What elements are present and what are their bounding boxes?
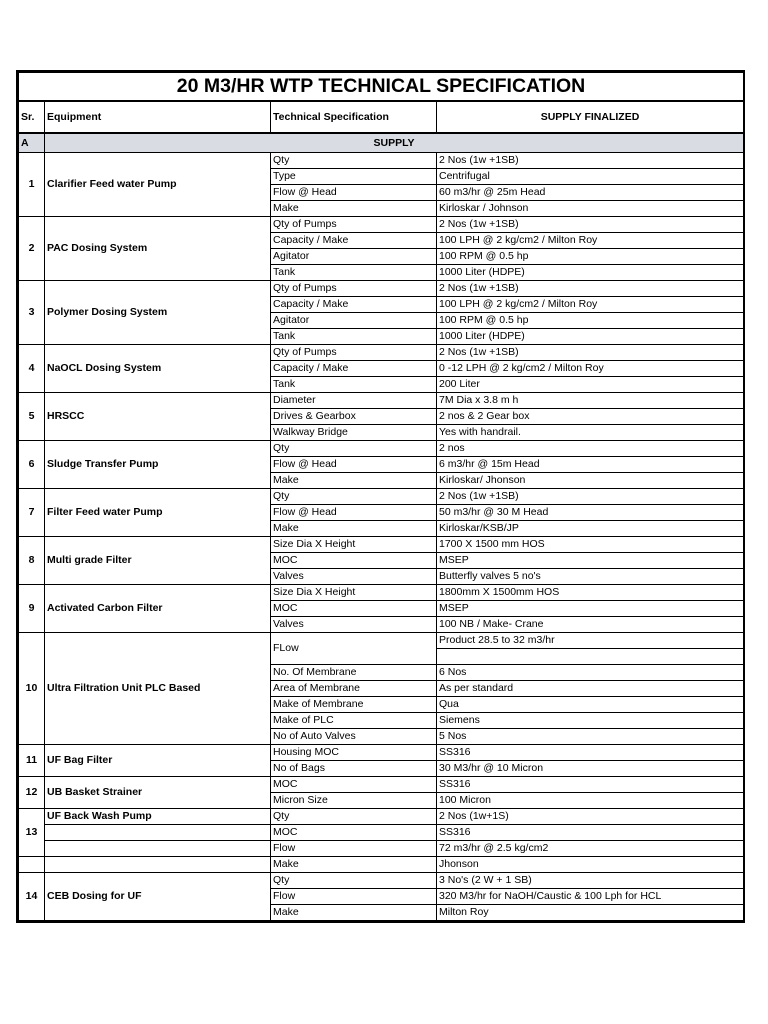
- serial-number: 6: [19, 441, 45, 489]
- spec-parameter: Make of Membrane: [271, 697, 437, 713]
- spec-value: Butterfly valves 5 no's: [437, 569, 744, 585]
- spec-row: [19, 217, 744, 233]
- spec-row: [19, 745, 744, 761]
- spec-value: 6 m3/hr @ 15m Head: [437, 457, 744, 473]
- spec-parameter: FLow: [271, 633, 437, 665]
- spec-value: 100 LPH @ 2 kg/cm2 / Milton Roy: [437, 297, 744, 313]
- equipment-name: Multi grade Filter: [45, 537, 271, 585]
- spec-value: Yes with handrail.: [437, 425, 744, 441]
- equipment-name: NaOCL Dosing System: [45, 345, 271, 393]
- page-title: 20 M3/HR WTP TECHNICAL SPECIFICATION: [19, 73, 744, 102]
- spec-parameter: Capacity / Make: [271, 361, 437, 377]
- equipment-name: UF Bag Filter: [45, 745, 271, 777]
- spec-row: [19, 809, 744, 825]
- spec-parameter: Area of Membrane: [271, 681, 437, 697]
- serial-number: 14: [19, 873, 45, 921]
- header-row: [19, 101, 744, 133]
- serial-number: 5: [19, 393, 45, 441]
- header-supply: SUPPLY FINALIZED: [437, 101, 744, 133]
- spec-value: SS316: [437, 825, 744, 841]
- spec-parameter: Make: [271, 521, 437, 537]
- header-equipment: Equipment: [45, 101, 271, 133]
- equipment-name: UF Back Wash Pump: [45, 809, 271, 825]
- spec-value: 2 nos: [437, 441, 744, 457]
- spec-parameter: Make: [271, 905, 437, 921]
- spec-row: [19, 841, 744, 857]
- equipment-empty: [45, 825, 271, 841]
- spec-value: [437, 633, 744, 665]
- serial-number: 12: [19, 777, 45, 809]
- spec-row: [19, 537, 744, 553]
- section-letter: A: [19, 133, 45, 153]
- spec-parameter: Tank: [271, 265, 437, 281]
- spec-value: 100 NB / Make- Crane: [437, 617, 744, 633]
- spec-row: [19, 345, 744, 361]
- equipment-name: CEB Dosing for UF: [45, 873, 271, 921]
- spec-parameter: Qty: [271, 809, 437, 825]
- spec-parameter: Drives & Gearbox: [271, 409, 437, 425]
- spec-parameter: No of Bags: [271, 761, 437, 777]
- spec-value: 5 Nos: [437, 729, 744, 745]
- spec-row: [19, 489, 744, 505]
- spec-row: [19, 633, 744, 665]
- spec-parameter: Make: [271, 857, 437, 873]
- spec-value: MSEP: [437, 553, 744, 569]
- spec-parameter: Valves: [271, 617, 437, 633]
- spec-parameter: Qty: [271, 873, 437, 889]
- title-row: [19, 73, 744, 102]
- spec-value: 2 Nos (1w +1SB): [437, 153, 744, 169]
- spec-parameter: Qty: [271, 153, 437, 169]
- spec-parameter: Capacity / Make: [271, 297, 437, 313]
- spec-value: Milton Roy: [437, 905, 744, 921]
- spec-value: 7M Dia x 3.8 m h: [437, 393, 744, 409]
- spec-value: 1800mm X 1500mm HOS: [437, 585, 744, 601]
- equipment-name: UB Basket Strainer: [45, 777, 271, 809]
- spec-parameter: Housing MOC: [271, 745, 437, 761]
- spec-parameter: Qty of Pumps: [271, 217, 437, 233]
- spec-value: 1000 Liter (HDPE): [437, 329, 744, 345]
- equipment-name: Filter Feed water Pump: [45, 489, 271, 537]
- spec-parameter: No of Auto Valves: [271, 729, 437, 745]
- serial-number: 2: [19, 217, 45, 281]
- spec-parameter: Tank: [271, 377, 437, 393]
- serial-number: 1: [19, 153, 45, 217]
- spec-value: 1000 Liter (HDPE): [437, 265, 744, 281]
- header-spec: Technical Specification: [271, 101, 437, 133]
- spec-value: As per standard: [437, 681, 744, 697]
- spec-parameter: Capacity / Make: [271, 233, 437, 249]
- serial-number: 9: [19, 585, 45, 633]
- equipment-empty: [45, 841, 271, 857]
- spec-row: [19, 441, 744, 457]
- spec-parameter: Tank: [271, 329, 437, 345]
- equipment-name: Activated Carbon Filter: [45, 585, 271, 633]
- spec-value: 2 Nos (1w+1S): [437, 809, 744, 825]
- spec-parameter: Type: [271, 169, 437, 185]
- serial-number: 3: [19, 281, 45, 345]
- spec-value: 2 Nos (1w +1SB): [437, 217, 744, 233]
- spec-value: Kirloskar/KSB/JP: [437, 521, 744, 537]
- equipment-empty: [45, 857, 271, 873]
- spec-parameter: Flow: [271, 889, 437, 905]
- spec-value-empty: [437, 649, 743, 664]
- equipment-name: Ultra Filtration Unit PLC Based: [45, 633, 271, 745]
- header-sr: Sr.: [19, 101, 45, 133]
- spec-value: 2 Nos (1w +1SB): [437, 281, 744, 297]
- serial-number: 7: [19, 489, 45, 537]
- spec-value: 2 Nos (1w +1SB): [437, 345, 744, 361]
- spec-value: 0 -12 LPH @ 2 kg/cm2 / Milton Roy: [437, 361, 744, 377]
- spec-value: Siemens: [437, 713, 744, 729]
- spec-value: 1700 X 1500 mm HOS: [437, 537, 744, 553]
- spec-value: 200 Liter: [437, 377, 744, 393]
- spec-value: Qua: [437, 697, 744, 713]
- spec-value: 6 Nos: [437, 665, 744, 681]
- spec-value: Product 28.5 to 32 m3/hr: [437, 633, 743, 649]
- spec-value: 100 RPM @ 0.5 hp: [437, 249, 744, 265]
- spec-row: [19, 585, 744, 601]
- section-row: [19, 133, 744, 153]
- spec-value: SS316: [437, 745, 744, 761]
- spec-value: 320 M3/hr for NaOH/Caustic & 100 Lph for HCL: [437, 889, 744, 905]
- spec-parameter: MOC: [271, 825, 437, 841]
- spec-row: [19, 393, 744, 409]
- spec-value: 2 Nos (1w +1SB): [437, 489, 744, 505]
- serial-number: 10: [19, 633, 45, 745]
- spec-parameter: Qty of Pumps: [271, 345, 437, 361]
- spec-value: 3 No's (2 W + 1 SB): [437, 873, 744, 889]
- spec-parameter: Flow: [271, 841, 437, 857]
- spec-parameter: Qty of Pumps: [271, 281, 437, 297]
- spec-row: [19, 857, 744, 873]
- spec-value: 50 m3/hr @ 30 M Head: [437, 505, 744, 521]
- spec-value: 30 M3/hr @ 10 Micron: [437, 761, 744, 777]
- spec-parameter: Walkway Bridge: [271, 425, 437, 441]
- spec-parameter: Make of PLC: [271, 713, 437, 729]
- spec-row: [19, 777, 744, 793]
- serial-number: 11: [19, 745, 45, 777]
- equipment-name: Clarifier Feed water Pump: [45, 153, 271, 217]
- spec-row: [19, 281, 744, 297]
- spec-parameter: Size Dia X Height: [271, 537, 437, 553]
- spec-value: 100 Micron: [437, 793, 744, 809]
- spec-value: 60 m3/hr @ 25m Head: [437, 185, 744, 201]
- spec-value: MSEP: [437, 601, 744, 617]
- equipment-name: Sludge Transfer Pump: [45, 441, 271, 489]
- serial-number: 13: [19, 809, 45, 857]
- spec-parameter: Make: [271, 201, 437, 217]
- spec-value: Jhonson: [437, 857, 744, 873]
- spec-parameter: Make: [271, 473, 437, 489]
- spec-parameter: Flow @ Head: [271, 457, 437, 473]
- spec-parameter: MOC: [271, 553, 437, 569]
- serial-number: 4: [19, 345, 45, 393]
- spec-sheet: [16, 70, 745, 923]
- spec-parameter: Agitator: [271, 313, 437, 329]
- equipment-name: Polymer Dosing System: [45, 281, 271, 345]
- spec-parameter: Agitator: [271, 249, 437, 265]
- equipment-name: PAC Dosing System: [45, 217, 271, 281]
- spec-parameter: Size Dia X Height: [271, 585, 437, 601]
- serial-number-empty: [19, 857, 45, 873]
- spec-parameter: Qty: [271, 489, 437, 505]
- spec-parameter: MOC: [271, 601, 437, 617]
- equipment-name: HRSCC: [45, 393, 271, 441]
- spec-value: SS316: [437, 777, 744, 793]
- spec-row: [19, 153, 744, 169]
- spec-value: 100 LPH @ 2 kg/cm2 / Milton Roy: [437, 233, 744, 249]
- spec-value: Kirloskar/ Jhonson: [437, 473, 744, 489]
- spec-parameter: MOC: [271, 777, 437, 793]
- spec-value: 72 m3/hr @ 2.5 kg/cm2: [437, 841, 744, 857]
- spec-table: [18, 72, 744, 921]
- spec-value: 2 nos & 2 Gear box: [437, 409, 744, 425]
- spec-parameter: Flow @ Head: [271, 505, 437, 521]
- spec-row: [19, 873, 744, 889]
- spec-row: [19, 825, 744, 841]
- spec-parameter: Micron Size: [271, 793, 437, 809]
- spec-parameter: No. Of Membrane: [271, 665, 437, 681]
- serial-number: 8: [19, 537, 45, 585]
- section-label: SUPPLY: [45, 133, 744, 153]
- spec-parameter: Flow @ Head: [271, 185, 437, 201]
- spec-value: Kirloskar / Johnson: [437, 201, 744, 217]
- spec-value: Centrifugal: [437, 169, 744, 185]
- spec-parameter: Valves: [271, 569, 437, 585]
- spec-parameter: Diameter: [271, 393, 437, 409]
- spec-parameter: Qty: [271, 441, 437, 457]
- spec-value: 100 RPM @ 0.5 hp: [437, 313, 744, 329]
